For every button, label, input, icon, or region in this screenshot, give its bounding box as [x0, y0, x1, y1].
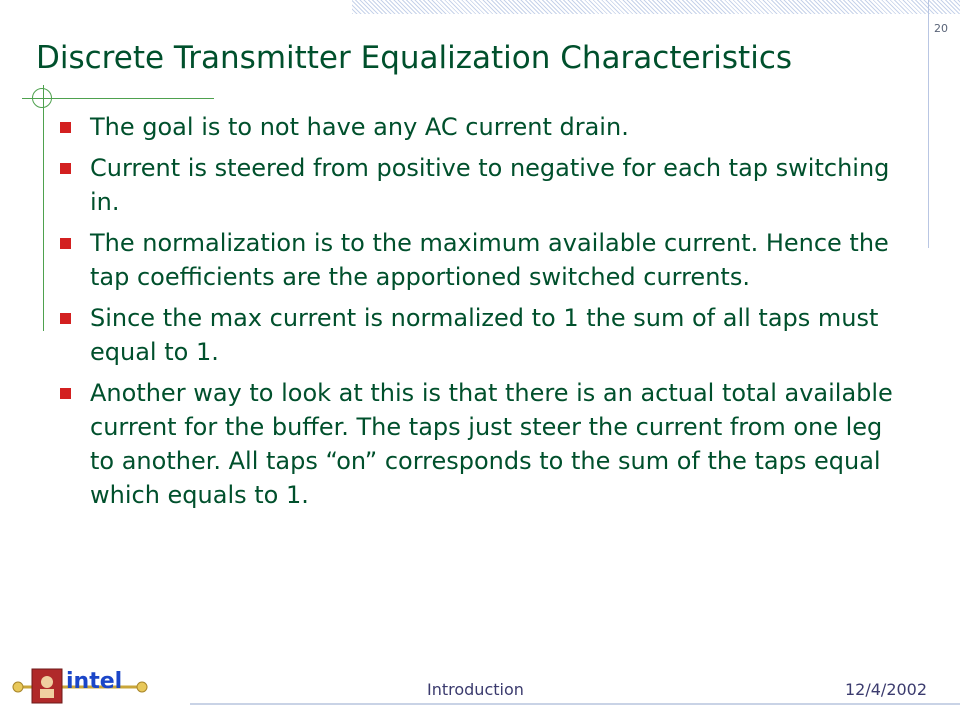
slide-title: Discrete Transmitter Equalization Characteristics: [36, 40, 793, 76]
header-hatch-band: [352, 0, 960, 14]
bullet-text: Current is steered from positive to negative for each tap switching in.: [90, 154, 890, 216]
bullet-square-icon: [60, 313, 71, 324]
bullet-text: The goal is to not have any AC current drain.: [90, 113, 629, 141]
bullet-text: Since the max current is normalized to 1 the sum of all taps must equal to 1.: [90, 304, 879, 366]
corner-circle-ornament: [32, 88, 52, 108]
left-rule: [43, 85, 44, 331]
intel-logo: [10, 662, 150, 712]
bullet-square-icon: [60, 122, 71, 133]
bullet-square-icon: [60, 388, 71, 399]
bullet-item: [60, 376, 900, 512]
bullet-item: [60, 151, 900, 219]
bullet-item: [60, 226, 900, 294]
bullet-item: [60, 110, 900, 144]
slide-number: 20: [934, 22, 948, 35]
logo-wordmark: intel: [66, 669, 123, 694]
right-rule: [928, 0, 929, 248]
footer-section-label: Introduction: [427, 680, 524, 699]
bullet-item: [60, 301, 900, 369]
bullet-text: Another way to look at this is that there is an actual total available current for the buffer. The taps just steer the current from one leg to another. All taps “on” corresponds to the sum of the taps equal which equals to 1.: [90, 379, 893, 509]
bullet-square-icon: [60, 238, 71, 249]
bullet-square-icon: [60, 163, 71, 174]
footer-rule: [190, 703, 960, 705]
footer-date: 12/4/2002: [845, 680, 928, 699]
bullet-list: [60, 110, 900, 519]
bullet-text: The normalization is to the maximum available current. Hence the tap coefficients are the apportioned switched currents.: [90, 229, 889, 291]
